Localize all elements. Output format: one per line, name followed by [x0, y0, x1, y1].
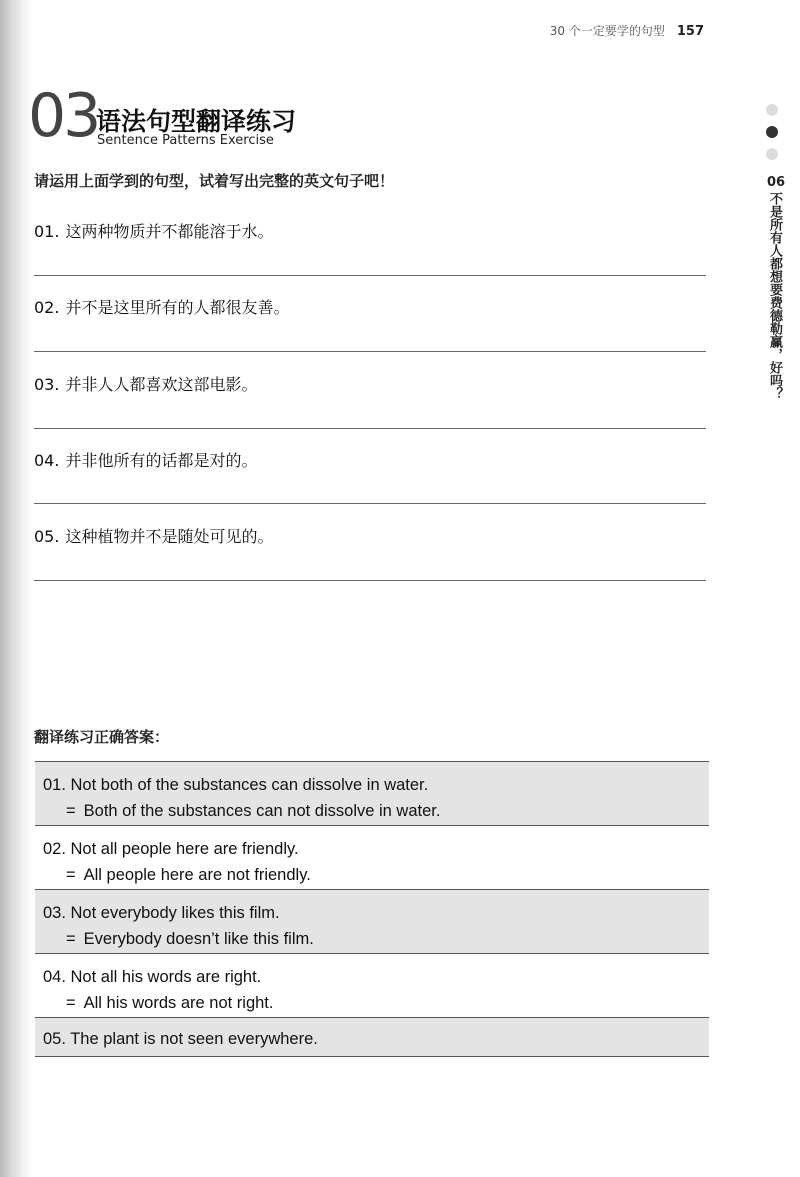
- exercise-item: [34, 295, 706, 318]
- exercise-number: 01.: [34, 222, 60, 241]
- answer-row: [35, 825, 709, 889]
- answers-table: [35, 761, 709, 1057]
- answer-line-1: 03. Not everybody likes this film.: [43, 904, 280, 922]
- running-title: 30 个一定要学的句型: [549, 24, 665, 38]
- answers-title: 翻译练习正确答案：: [34, 728, 170, 746]
- exercise-number: 02.: [34, 298, 60, 317]
- exercise-item: [34, 524, 706, 547]
- answer-line-1: 01. Not both of the substances can dissolve in water.: [43, 776, 429, 794]
- exercise-item: [34, 219, 706, 242]
- exercise-text: 这种植物并不是随处可见的。: [65, 527, 274, 546]
- answer-line-1: 05. The plant is not seen everywhere.: [43, 1030, 318, 1048]
- answer-line-2: Everybody doesn’t like this film.: [83, 930, 314, 948]
- exercise-text: 这两种物质并不都能溶于水。: [65, 222, 274, 241]
- section-title-zh: 语法句型翻译练习: [96, 107, 297, 136]
- answer-line: [34, 428, 706, 429]
- exercise-text: 并非人人都喜欢这部电影。: [65, 375, 258, 394]
- answer-line-1: 04. Not all his words are right.: [43, 968, 262, 986]
- running-header: [550, 22, 704, 39]
- chapter-dots: [766, 104, 780, 170]
- exercise-text: 并非他所有的话都是对的。: [65, 451, 258, 470]
- answer-line: [34, 275, 706, 276]
- equals-sign: =: [66, 802, 76, 820]
- exercise-instruction: 请运用上面学到的句型，试着写出完整的英文句子吧！: [34, 172, 395, 190]
- exercise-number: 04.: [34, 451, 60, 470]
- answer-line-2: All people here are not friendly.: [83, 866, 311, 884]
- chapter-number: 06: [767, 175, 786, 190]
- answer-row: [35, 1017, 709, 1057]
- answer-line-2: Both of the substances can not dissolve in water.: [83, 802, 441, 820]
- answer-line: [34, 503, 706, 504]
- exercise-number: 05.: [34, 527, 60, 546]
- dot-marker-active: [766, 126, 778, 138]
- exercise-item: [34, 448, 706, 471]
- page-number: 157: [676, 24, 704, 39]
- exercise-item: [34, 372, 706, 395]
- equals-sign: =: [66, 866, 76, 884]
- section-title-en: Sentence Patterns Exercise: [97, 133, 274, 148]
- equals-sign: =: [66, 930, 76, 948]
- answer-row: [35, 889, 709, 953]
- answer-line: [34, 351, 706, 352]
- answer-row: [35, 761, 709, 825]
- page-edge-shadow: [0, 0, 32, 1177]
- equals-sign: =: [66, 994, 76, 1012]
- dot-marker: [766, 104, 778, 116]
- exercise-number: 03.: [34, 375, 60, 394]
- answer-line: [34, 580, 706, 581]
- answer-line-1: 02. Not all people here are friendly.: [43, 840, 299, 858]
- exercise-text: 并不是这里所有的人都很友善。: [65, 298, 290, 317]
- answer-row: [35, 953, 709, 1017]
- section-number: 03: [28, 81, 99, 151]
- chapter-title-vertical: 不是所有人都想要费德勒赢，好吗？: [767, 192, 782, 400]
- dot-marker: [766, 148, 778, 160]
- answer-line-2: All his words are not right.: [83, 994, 274, 1012]
